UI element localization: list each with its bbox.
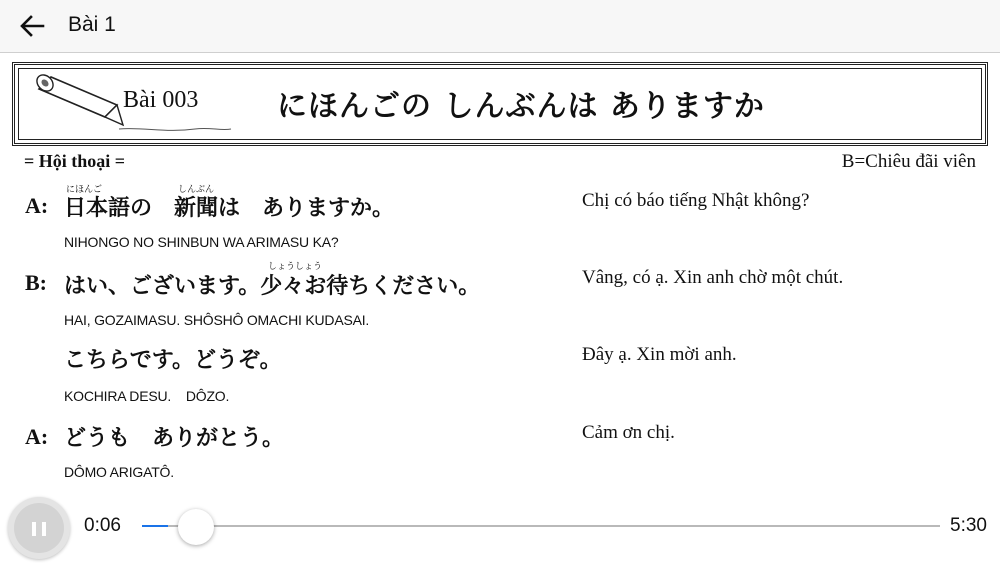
section-title: = Hội thoại = xyxy=(24,151,126,171)
speaker-label: A: xyxy=(25,424,49,449)
furigana-shosho: しょうしょう xyxy=(268,262,323,272)
dialogue-romaji: NIHONGO NO SHINBUN WA ARIMASU KA? xyxy=(64,234,339,250)
speaker-label: A: xyxy=(25,193,49,218)
dialogue-translation: Chị có báo tiếng Nhật không? xyxy=(582,190,810,211)
dialogue-jp-line: 日本語の 新聞は ありますか。 xyxy=(64,196,395,221)
dialogue-jp-line: どうも ありがとう。 xyxy=(64,426,285,451)
current-time: 0:06 xyxy=(84,515,121,536)
speaker-label: B: xyxy=(25,270,47,295)
seek-thumb[interactable] xyxy=(178,509,214,545)
lesson-title-jp: にほんごの しんぶんは ありますか xyxy=(277,89,765,124)
audio-player xyxy=(0,488,1000,563)
dialogue-translation: Vâng, có ạ. Xin anh chờ một chút. xyxy=(582,267,844,288)
dialogue-jp-line: はい、ございます。少々お待ちください。 xyxy=(64,274,481,299)
dialogue-romaji: DÔMO ARIGATÔ. xyxy=(64,464,174,480)
back-arrow-icon[interactable] xyxy=(18,12,46,40)
dialogue-romaji: HAI, GOZAIMASU. SHÔSHÔ OMACHI KUDASAI. xyxy=(64,312,370,328)
lesson-number: Bài 003 xyxy=(123,87,199,113)
seek-track[interactable] xyxy=(142,525,940,527)
furigana-nihongo: にほんご xyxy=(66,185,103,195)
page-title: Bài 1 xyxy=(68,13,116,36)
app-bar xyxy=(0,0,1000,53)
pause-icon xyxy=(32,522,36,536)
dialogue-romaji: KOCHIRA DESU. DÔZO. xyxy=(64,388,230,404)
seek-progress xyxy=(142,525,168,527)
dialogue-jp-line: こちらです。どうぞ。 xyxy=(64,348,282,373)
role-note: B=Chiêu đãi viên xyxy=(841,151,976,172)
dialogue-translation: Đây ạ. Xin mời anh. xyxy=(582,344,737,365)
duration: 5:30 xyxy=(950,515,987,536)
dialogue-translation: Cảm ơn chị. xyxy=(582,422,675,443)
furigana-shinbun: しんぶん xyxy=(178,185,215,195)
pause-button[interactable] xyxy=(8,497,70,559)
lesson-header xyxy=(12,62,988,146)
